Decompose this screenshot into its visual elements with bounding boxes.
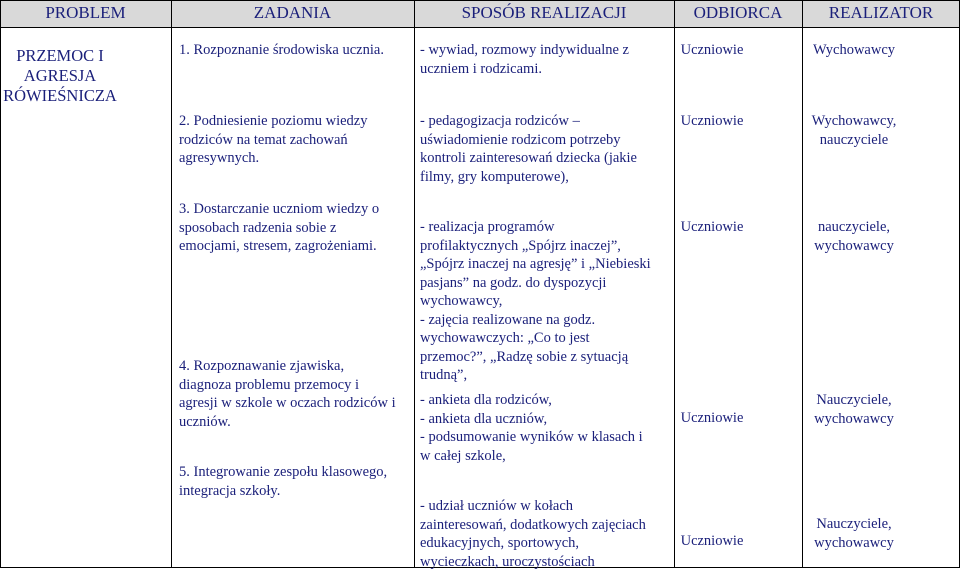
implementer-5: Nauczyciele, wychowawcy [814, 516, 894, 551]
recipient-4: Uczniowie [680, 410, 744, 426]
table-border-top [0, 0, 960, 1]
method-1: - wywiad, rozmowy indywidualne z uczniem i rodzicami. [420, 42, 629, 77]
task-4: 4. Rozpoznawanie zjawiska, diagnoza problemu przemocy i agresji w szkole w oczach rodziców i uczniów. [179, 358, 396, 430]
recipient-3: Uczniowie [680, 219, 744, 235]
task-3: 3. Dostarczanie uczniom wiedzy o sposobach radzenia sobie z emocjami, stresem, zagrożeniami. [179, 201, 380, 254]
implementer-4: Nauczyciele, wychowawcy [814, 392, 894, 427]
task-5: 5. Integrowanie zespołu klasowego, integracja szkoły. [179, 464, 388, 499]
method-5: - udział uczniów w kołach zainteresowań, dodatkowych zajęciach edukacyjnych, sportowych, wycieczkach, uroczystościach [420, 498, 646, 570]
problem-cell: PRZEMOC I AGRESJA RÓWIEŚNICZA [3, 46, 117, 105]
header-problem: PROBLEM [45, 3, 126, 22]
header-tasks: ZADANIA [253, 3, 332, 22]
recipient-1: Uczniowie [680, 42, 744, 58]
column-divider [674, 0, 675, 568]
header-divider [0, 27, 960, 28]
header-recipient: ODBIORCA [693, 3, 783, 22]
method-2: - pedagogizacja rodziców – uświadomienie rodzicom potrzeby kontroli zainteresowań dziecka (jakie filmy, gry komputerowe), [420, 113, 637, 185]
task-2: 2. Podniesienie poziomu wiedzy rodziców na temat zachowań agresywnych. [179, 113, 368, 166]
implementer-3: nauczyciele, wychowawcy [814, 219, 894, 254]
implementer-2: Wychowawcy, nauczyciele [811, 113, 897, 148]
header-method: SPOSÓB REALIZACJI [461, 3, 627, 22]
column-divider [802, 0, 803, 568]
implementer-1: Wychowawcy [812, 42, 896, 58]
method-3: - realizacja programów profilaktycznych „Spójrz inaczej”, „Spójrz inaczej na agresję” i „Niebieski pasjans” na godz. do dyspozycji wychowawcy, - zajęcia realizowane na godz. wychowawczych: „Co to jest przemoc?”, „Radzę sobie z sytuacją trudną”, [420, 219, 651, 383]
column-divider [171, 0, 172, 568]
recipient-5: Uczniowie [680, 533, 744, 549]
header-implementer: REALIZATOR [828, 3, 934, 22]
task-1: 1. Rozpoznanie środowiska ucznia. [179, 42, 384, 58]
column-divider [414, 0, 415, 568]
recipient-2: Uczniowie [680, 113, 744, 129]
method-4: - ankieta dla rodziców, - ankieta dla uczniów, - podsumowanie wyników w klasach i w całej szkole, [420, 392, 643, 464]
